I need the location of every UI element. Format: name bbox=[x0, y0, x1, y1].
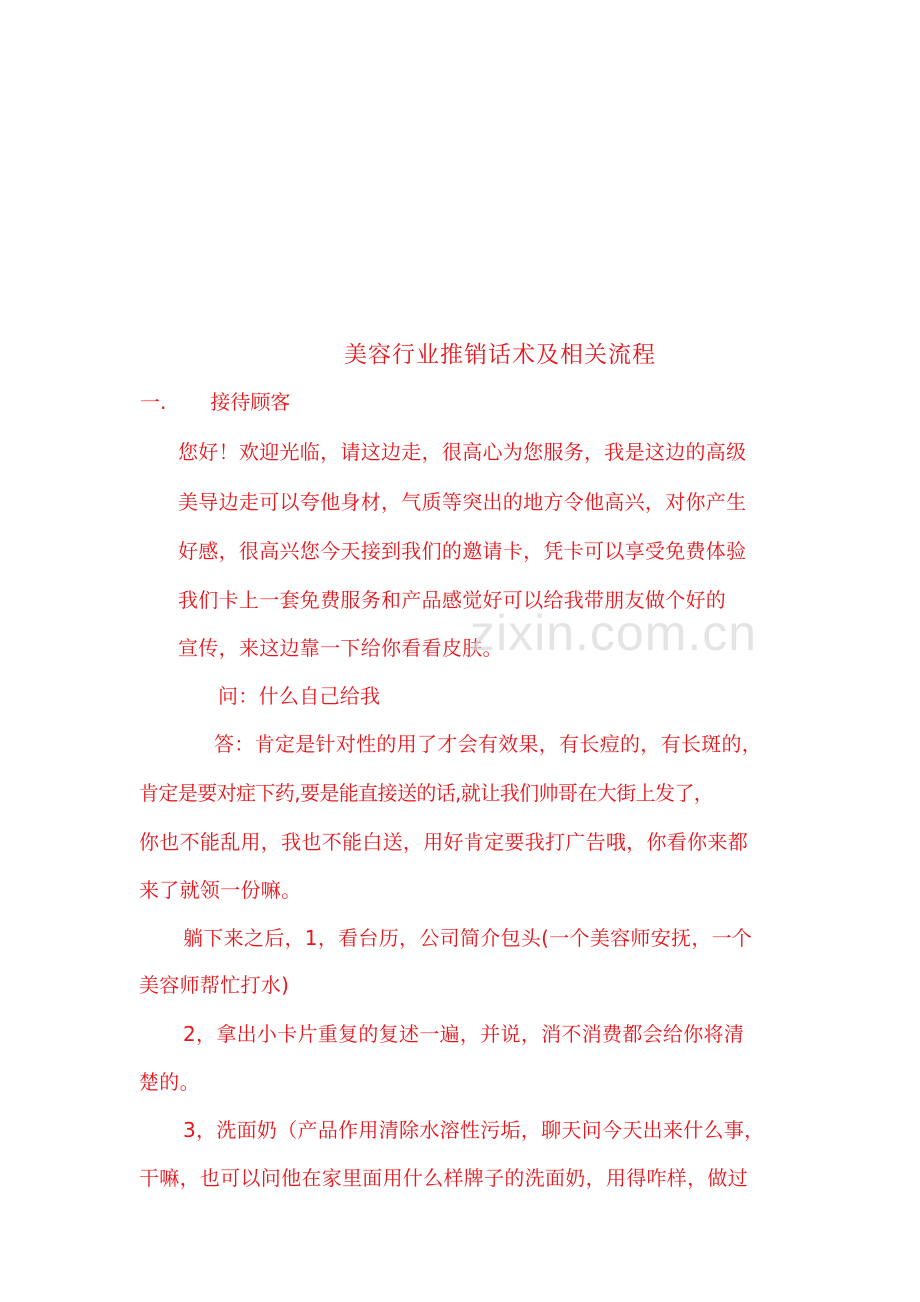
greeting-line: 您好！欢迎光临，请这边走，很高心为您服务，我是这边的高级 bbox=[178, 440, 747, 464]
answer-line: 肯定是要对症下药,要是能直接送的话,就让我们帅哥在大街上发了， bbox=[139, 781, 714, 805]
section-heading bbox=[140, 386, 290, 415]
section-title: 接待顾客 bbox=[210, 390, 291, 414]
step-line: 3，洗面奶（产品作用清除水溶性污垢，聊天问今天出来什么事， bbox=[183, 1118, 765, 1142]
greeting-line: 宣传，来这边靠一下给你看看皮肤。 bbox=[178, 636, 503, 660]
greeting-line: 好感，很高兴您今天接到我们的邀请卡，凭卡可以享受免费体验 bbox=[178, 539, 747, 563]
step-line: 干嘛，也可以问他在家里面用什么样牌子的洗面奶，用得咋样，做过 bbox=[139, 1166, 748, 1190]
greeting-line: 美导边走可以夸他身材，气质等突出的地方令他高兴，对你产生 bbox=[178, 490, 747, 514]
answer-line: 答：肯定是针对性的用了才会有效果，有长痘的，有长斑的， bbox=[214, 732, 763, 756]
document-title: 美容行业推销话术及相关流程 bbox=[344, 342, 656, 368]
step-line: 躺下来之后，1，看台历，公司简介包头(一个美容师安抚，一个 bbox=[183, 926, 753, 950]
watermark: zixin.com.cn bbox=[470, 605, 758, 661]
step-line: 2，拿出小卡片重复的复述一遍，并说，消不消费都会给你将清 bbox=[183, 1022, 745, 1046]
step-line: 楚的。 bbox=[139, 1070, 200, 1094]
section-number: 一. bbox=[140, 390, 167, 414]
question-line: 问：什么自己给我 bbox=[218, 684, 381, 708]
greeting-line: 我们卡上一套免费服务和产品感觉好可以给我带朋友做个好的 bbox=[178, 588, 727, 612]
step-line: 美容师帮忙打水) bbox=[139, 973, 290, 997]
answer-line: 你也不能乱用，我也不能白送，用好肯定要我打广告哦，你看你来都 bbox=[139, 830, 748, 854]
answer-line: 来了就领一份嘛。 bbox=[139, 878, 302, 902]
